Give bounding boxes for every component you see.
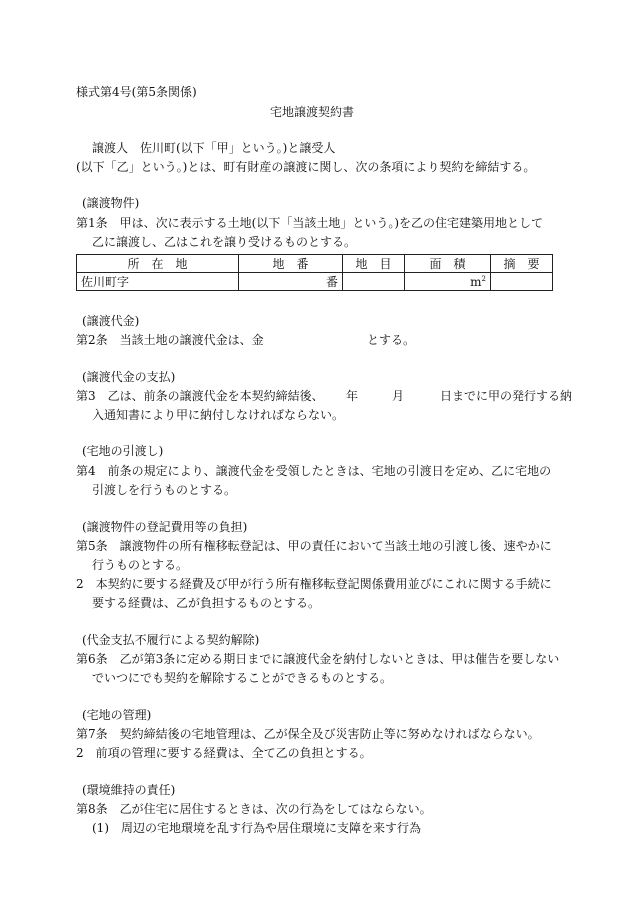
header-remarks: 摘 要 bbox=[491, 255, 553, 273]
area-unit-superscript: 2 bbox=[481, 274, 486, 283]
cell-location: 佐川町字 bbox=[77, 273, 239, 291]
header-location: 所 在 地 bbox=[77, 255, 239, 273]
article-5-line-1: 第5条 譲渡物件の所有権移転登記は、甲の責任において当該土地の引渡し後、速やかに bbox=[76, 539, 552, 553]
article-5-line-4: 要する経費は、乙が負担するものとする。 bbox=[92, 596, 321, 610]
article-6-line-1: 第6条 乙が第3条に定める期日までに譲渡代金を納付しないときは、甲は催告を要しない bbox=[76, 652, 560, 666]
article-4-caption: (宅地の引渡し) bbox=[82, 444, 164, 458]
article-7-line-1: 第7条 契約締結後の宅地管理は、乙が保全及び災害防止等に努めなければならない。 bbox=[76, 727, 540, 741]
header-area: 面 積 bbox=[405, 255, 491, 273]
land-table-header-row bbox=[77, 255, 553, 273]
form-number: 様式第4号(第5条関係) bbox=[76, 85, 197, 99]
article-5-line-3: 2 本契約に要する経費及び甲が行う所有権移転登記関係費用並びにこれに関する手続に bbox=[76, 577, 552, 591]
article-6-caption: (代金支払不履行による契約解除) bbox=[82, 633, 260, 647]
article-2-line-1b: とする。 bbox=[367, 333, 416, 347]
article-8-caption: (環境維持の責任) bbox=[82, 783, 176, 797]
article-1-caption: (譲渡物件) bbox=[82, 196, 140, 210]
article-3-month: 月 bbox=[392, 389, 405, 403]
intro-line-1: 譲渡人 佐川町(以下「甲」という。)と譲受人 bbox=[92, 141, 336, 155]
article-5-caption: (譲渡物件の登記費用等の負担) bbox=[82, 520, 248, 534]
header-lot: 地 番 bbox=[239, 255, 343, 273]
cell-category bbox=[343, 273, 405, 291]
article-7-line-2: 2 前項の管理に要する経費は、全て乙の負担とする。 bbox=[76, 746, 372, 760]
intro-line-2: (以下「乙」という。)とは、町有財産の譲渡に関し、次の条項により契約を締結する。 bbox=[76, 160, 536, 174]
table-row bbox=[77, 273, 553, 291]
article-4-line-1: 第4 前条の規定により、譲渡代金を受領したときは、宅地の引渡日を定め、乙に宅地の bbox=[76, 464, 552, 478]
cell-remarks bbox=[491, 273, 553, 291]
article-1-line-1: 第1条 甲は、次に表示する土地(以下「当該土地」という。)を乙の住宅建築用地として bbox=[76, 216, 544, 230]
article-4-line-2: 引渡しを行うものとする。 bbox=[92, 483, 237, 497]
article-1-line-2: 乙に譲渡し、乙はこれを譲り受けるものとする。 bbox=[92, 235, 357, 249]
cell-area bbox=[405, 273, 491, 291]
article-5-line-2: 行うものとする。 bbox=[92, 558, 189, 572]
document-title: 宅地譲渡契約書 bbox=[270, 105, 355, 119]
area-unit: m bbox=[470, 274, 482, 289]
article-7-caption: (宅地の管理) bbox=[82, 708, 152, 722]
article-6-line-2: でいつにでも契約を解除することができるものとする。 bbox=[92, 671, 393, 685]
cell-lot: 番 bbox=[239, 273, 343, 291]
header-category: 地 目 bbox=[343, 255, 405, 273]
article-2-caption: (譲渡代金) bbox=[82, 314, 140, 328]
article-8-item-1: (1) 周辺の宅地環境を乱す行為や居住環境に支障を来す行為 bbox=[92, 821, 422, 835]
article-2-line-1a: 第2条 当該土地の譲渡代金は、金 bbox=[76, 333, 264, 347]
article-3-line-1a: 第3 乙は、前条の譲渡代金を本契約締結後、 bbox=[76, 389, 324, 403]
land-table bbox=[76, 254, 553, 291]
article-3-line-2: 入通知書により甲に納付しなければならない。 bbox=[92, 408, 345, 422]
article-3-line-1b: 日までに甲の発行する納 bbox=[440, 389, 573, 403]
article-8-line-1: 第8条 乙が住宅に居住するときは、次の行為をしてはならない。 bbox=[76, 802, 432, 816]
article-3-caption: (譲渡代金の支払) bbox=[82, 370, 176, 384]
article-3-year: 年 bbox=[346, 389, 359, 403]
